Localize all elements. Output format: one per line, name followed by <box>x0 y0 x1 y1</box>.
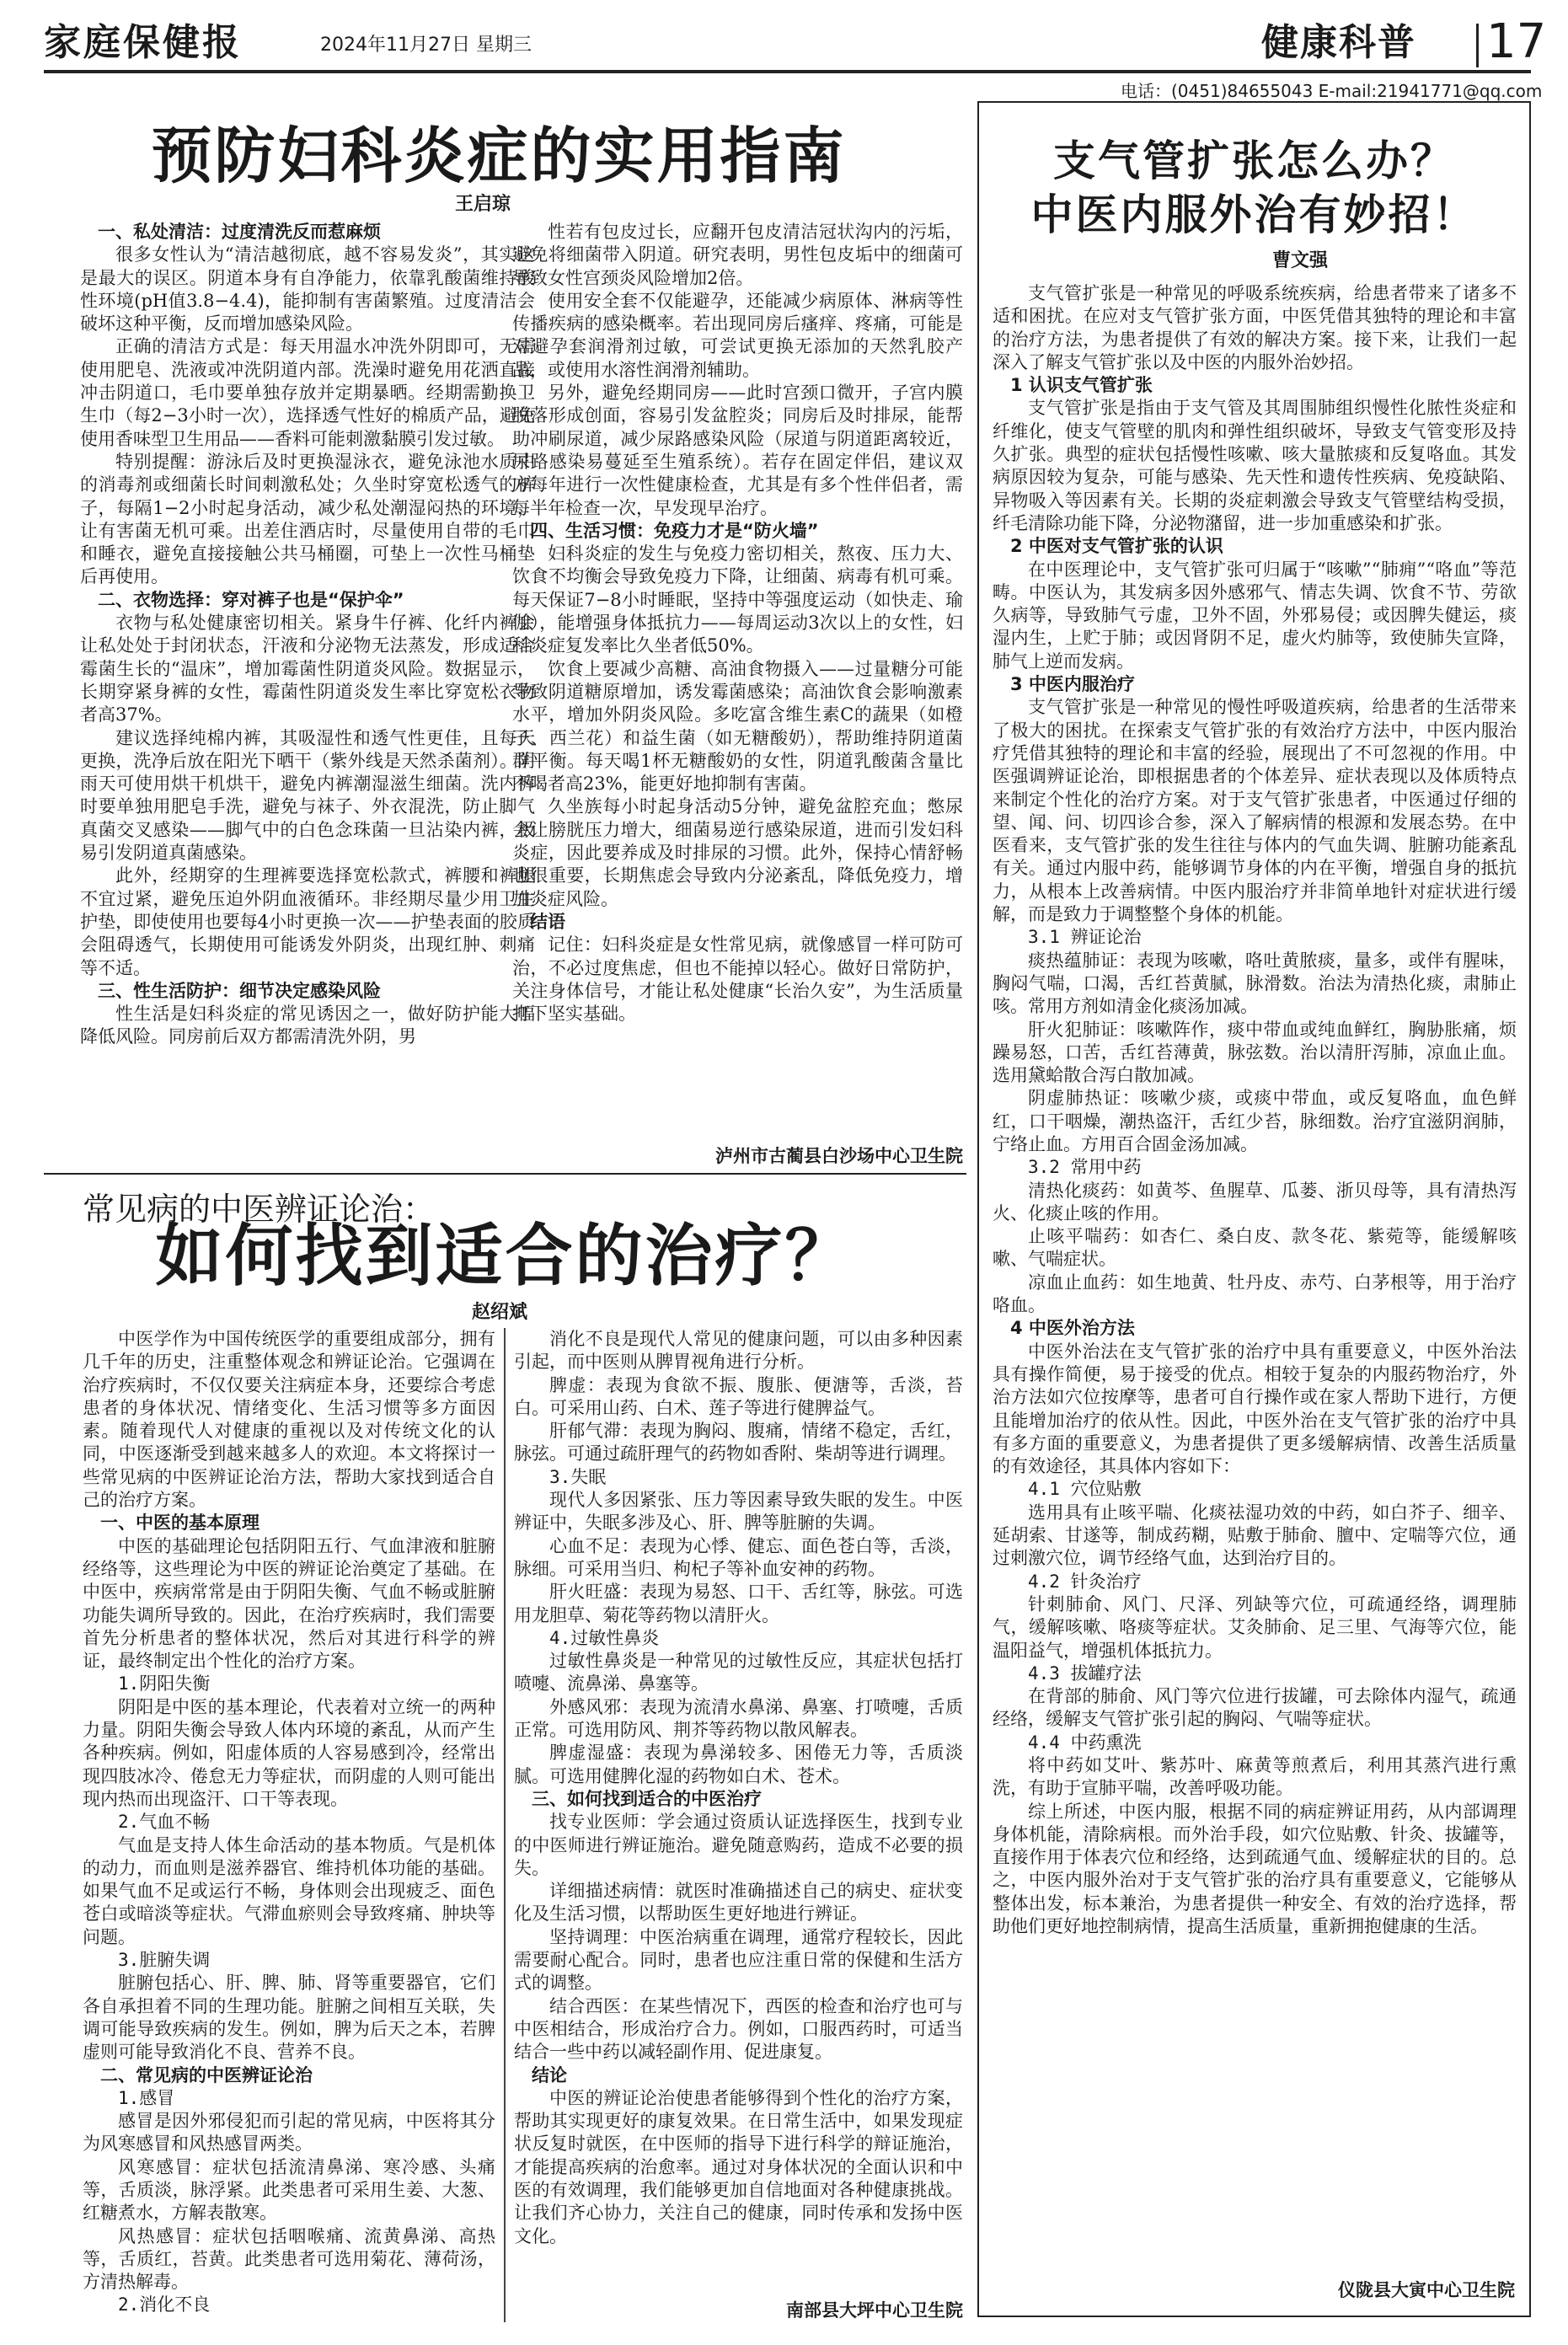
body-paragraph: 另外，避免经期同房——此时宫颈口微开，子宫内膜脱落形成创面，容易引发盆腔炎；同房后及时排尿，能帮助冲刷尿道，减少尿路感染风险（尿道与阴道距离较近，尿路感染易蔓延至生殖系统）。若存在固定伴侣，建议双方每年进行一次性健康检查，尤其是有多个性伴侣者，需每半年检查一次，早发现早治疗。 <box>512 383 963 518</box>
body-paragraph: 脾虚：表现为食欲不振、腹胀、便溏等，舌淡，苔白。可采用山药、白术、莲子等进行健脾益气。 <box>514 1374 963 1418</box>
body-paragraph: 止咳平喘药：如杏仁、桑白皮、款冬花、紫菀等，能缓解咳嗽、气喘症状。 <box>993 1226 1517 1270</box>
body-paragraph: 消化不良是现代人常见的健康问题，可以由多种因素引起，而中医则从脾胃视角进行分析。 <box>514 1329 963 1373</box>
contact-line: 电话：(0451)84655043 E-mail:21941771@qq.com <box>1121 81 1543 101</box>
article2-title: 如何找到适合的治疗？ <box>155 1216 855 1295</box>
article2-organization: 南部县大坪中心卫生院 <box>786 2300 963 2321</box>
body-paragraph: 针刺肺俞、风门、尺泽、列缺等穴位，可疏通经络，调理肺气，缓解咳嗽、咯痰等症状。艾灸肺俞、足三里、气海等穴位，能温阳益气，增强机体抵抗力。 <box>993 1593 1517 1661</box>
subsection-heading: 3.1 辨证论治 <box>1028 927 1142 948</box>
body-paragraph: 肝火犯肺证：咳嗽阵作，痰中带血或纯血鲜红，胸胁胀痛，烦躁易怒，口苦，舌红苔薄黄，脉弦数。治以清肝泻肺，凉血止血。选用黛蛤散合泻白散加减。 <box>993 1019 1517 1086</box>
column-divider <box>504 1328 506 2322</box>
article2-kicker: 常见病的中医辨证论治： <box>83 1191 436 1228</box>
body-paragraph: 此外，经期穿的生理裤要选择宽松款式，裤腰和裤腿不宜过紧，避免压迫外阴血液循环。非经期尽量少用卫生护垫，即使使用也要每4小时更换一次——护垫表面的胶质会阻碍透气，长期使用可能诱发外阴炎，出现红肿、刺痛等不适。 <box>80 865 535 978</box>
body-paragraph: 在中医理论中，支气管扩张可归属于“咳嗽”“肺痈”“咯血”等范畴。中医认为，其发病多因外感邪气、情志失调、饮食不节、劳欲久病等，导致肺气亏虚，卫外不固，外邪易侵；或因脾失健运，痰湿内生，上贮于肺；或因肾阴不足，虚火灼肺等，致使肺失宣降，肺气上逆而发病。 <box>993 559 1517 672</box>
article1-organization: 泸州市古蔺县白沙场中心卫生院 <box>715 1146 963 1166</box>
section-name: 健康科普 <box>1261 21 1416 64</box>
section-heading: 二、衣物选择：穿对裤子也是“保护伞” <box>98 589 404 610</box>
body-paragraph: 使用安全套不仅能避孕，还能减少病原体、淋病等性传播疾病的感染概率。若出现同房后瘙痒、疼痛，可能是对避孕套润滑剂过敏，可尝试更换无添加的天然乳胶产品，或使用水溶性润滑剂辅助。 <box>512 290 963 380</box>
body-paragraph: 肝郁气滞：表现为胸闷、腹痛，情绪不稳定，舌红，脉弦。可通过疏肝理气的药物如香附、柴胡等进行调理。 <box>514 1421 963 1464</box>
newspaper-name: 家庭保健报 <box>44 21 242 64</box>
subsection-heading: 3.2 常用中药 <box>1028 1157 1142 1178</box>
article1-column-2 <box>512 221 963 1156</box>
article2-author: 赵绍斌 <box>472 1302 528 1323</box>
subsection-heading: 4.过敏性鼻炎 <box>549 1627 660 1648</box>
issue-date: 2024年11月27日 星期三 <box>320 35 532 56</box>
body-paragraph: 结合西医：在某些情况下，西医的检查和治疗也可与中医相结合，形成治疗合力。例如，口服西药时，可适当结合一些中药以减轻副作用、促进康复。 <box>514 1995 963 2063</box>
masthead-divider <box>1476 24 1479 67</box>
section-heading: 三、如何找到适合的中医治疗 <box>532 1788 762 1809</box>
section-heading: 三、性生活防护：细节决定感染风险 <box>98 980 381 1001</box>
body-paragraph: 凉血止血药：如生地黄、牡丹皮、赤芍、白茅根等，用于治疗咯血。 <box>993 1272 1517 1316</box>
body-paragraph: 过敏性鼻炎是一种常见的过敏性反应，其症状包括打喷嚏、流鼻涕、鼻塞等。 <box>514 1651 963 1695</box>
body-paragraph: 衣物与私处健康密切相关。紧身牛仔裤、化纤内裤会让私处处于封闭状态，汗液和分泌物无法蒸发，形成适合霉菌生长的“温床”，增加霉菌性阴道炎风险。数据显示，长期穿紧身裤的女性，霉菌性阴道炎发生率比穿宽松衣物者高37%。 <box>80 613 535 725</box>
body-paragraph: 脏腑包括心、肝、脾、肺、肾等重要器官，它们各自承担着不同的生理功能。脏腑之间相互关联，失调可能导致疾病的发生。例如，脾为后天之本，若脾虚则可能导致消化不良、营养不良。 <box>83 1973 495 2063</box>
body-paragraph: 很多女性认为“清洁越彻底，越不容易发炎”，其实这是最大的误区。阴道本身有自净能力，依靠乳酸菌维持酸性环境(pH值3.8−4.4)，能抑制有害菌繁殖。过度清洁会破坏这种平衡，反而增加感染风险。 <box>80 244 535 335</box>
body-paragraph: 正确的清洁方式是：每天用温水冲洗外阴即可，无需使用肥皂、洗液或冲洗阴道内部。洗澡时避免用花洒直接冲击阴道口，毛巾要单独存放并定期暴晒。经期需勤换卫生巾（每2−3小时一次），选择透气性好的棉质产品，避免使用香味型卫生用品——香料可能刺激黏膜引发过敏。 <box>80 336 535 449</box>
body-paragraph: 中医的基础理论包括阴阳五行、气血津液和脏腑经络等，这些理论为中医的辨证论治奠定了基础。在中医中，疾病常常是由于阴阳失衡、气血不畅或脏腑功能失调所导致的。因此，在治疗疾病时，我们需要首先分析患者的整体状况，然后对其进行科学的辨证，最终制定出个性化的治疗方案。 <box>83 1535 495 1672</box>
masthead-rule <box>44 70 1531 73</box>
article1-column-1 <box>80 221 535 1122</box>
subsection-heading: 1.阴阳失衡 <box>118 1673 211 1695</box>
body-paragraph: 久坐族每小时起身活动5分钟，避免盆腔充血；憋尿会让膀胱压力增大，细菌易逆行感染尿道，进而引发妇科炎症，因此要养成及时排尿的习惯。此外，保持心情舒畅也很重要，长期焦虑会导致内分泌紊乱，降低免疫力，增加炎症风险。 <box>512 796 963 909</box>
body-paragraph: 坚持调理：中医治病重在调理，通常疗程较长，因此需要耐心配合。同时，患者也应注重日常的保健和生活方式的调整。 <box>514 1926 963 1994</box>
body-paragraph: 在背部的肺俞、风门等穴位进行拔罐，可去除体内湿气，疏通经络，缓解支气管扩张引起的胸闷、气喘等症状。 <box>993 1686 1517 1730</box>
page-number: 17 <box>1486 14 1547 69</box>
body-paragraph: 详细描述病情：就医时准确描述自己的病史、症状变化及生活习惯，以帮助医生更好地进行辨证。 <box>514 1881 963 1925</box>
body-paragraph: 支气管扩张是指由于支气管及其周围肺组织慢性化脓性炎症和纤维化，使支气管壁的肌肉和弹性组织破坏，导致支气管变形及持久扩张。典型的症状包括慢性咳嗽、咳大量脓痰和反复咯血。其发病原因较为复杂，可能与感染、先天性和遗传性疾病、免疫缺陷、异物吸入等因素有关。长期的炎症刺激会导致支气管壁结构受损，纤毛清除功能下降，分泌物潴留，进一步加重感染和扩张。 <box>993 398 1517 533</box>
body-paragraph: 综上所述，中医内服，根据不同的病症辨证用药，从内部调理身体机能，清除病根。而外治手段，如穴位贴敷、针灸、拔罐等，直接作用于体表穴位和经络，达到疏通气血、缓解症状的目的。总之，中医内服外治对于支气管扩张的治疗具有重要意义，它能够从整体出发，标本兼治，为患者提供一种安全、有效的治疗选择，帮助他们更好地控制病情，提高生活质量，重新拥抱健康的生活。 <box>993 1801 1517 1937</box>
body-paragraph: 选用具有止咳平喘、化痰祛湿功效的中药，如白芥子、细辛、延胡索、甘遂等，制成药糊，贴敷于肺俞、膻中、定喘等穴位，通过刺激穴位，调节经络气血，达到治疗目的。 <box>993 1502 1517 1569</box>
section-heading: 1 认识支气管扩张 <box>1010 375 1153 396</box>
article3-title-line1: 支气管扩张怎么办？ <box>1053 136 1455 185</box>
article3-column <box>993 282 1517 2271</box>
subsection-heading: 4.2 针灸治疗 <box>1028 1571 1142 1592</box>
subsection-heading: 4.1 穴位贴敷 <box>1028 1479 1142 1500</box>
article1-title: 预防妇科炎症的实用指南 <box>151 120 847 191</box>
article3-organization: 仪陇县大寅中心卫生院 <box>1338 2280 1515 2300</box>
body-paragraph: 心血不足：表现为心悸、健忘、面色苍白等，舌淡，脉细。可采用当归、枸杞子等补血安神的药物。 <box>514 1535 963 1579</box>
body-paragraph: 风热感冒：症状包括咽喉痛、流黄鼻涕、高热等，舌质红，苔黄。此类患者可选用菊花、薄荷汤，方清热解毒。 <box>83 2225 495 2293</box>
section-heading: 2 中医对支气管扩张的认识 <box>1010 536 1223 557</box>
section-heading: 一、中医的基本原理 <box>100 1512 260 1534</box>
body-paragraph: 痰热蕴肺证：表现为咳嗽，咯吐黄脓痰，量多，或伴有腥味，胸闷气喘，口渴，舌红苔黄腻，脉滑数。治法为清热化痰，肃肺止咳。常用方剂如清金化痰汤加减。 <box>993 950 1517 1017</box>
subsection-heading: 4.4 中药熏洗 <box>1028 1732 1142 1753</box>
body-paragraph: 气血是支持人体生命活动的基本物质。气是机体的动力，而血则是滋养器官、维持机体功能的基础。如果气血不足或运行不畅，身体则会出现疲乏、面色苍白或暗淡等症状。气滞血瘀则会导致疼痛、肿块等问题。 <box>83 1834 495 1947</box>
body-paragraph: 感冒是因外邪侵犯而引起的常见病，中医将其分为风寒感冒和风热感冒两类。 <box>83 2111 495 2155</box>
body-paragraph: 中医外治法在支气管扩张的治疗中具有重要意义，中医外治法具有操作简便，易于接受的优点。相较于复杂的内服药物治疗，外治方法如穴位按摩等，患者可自行操作或在家人帮助下进行，方便且能增加治疗的依从性。因此，中医外治在支气管扩张的治疗中具有多方面的重要意义，为患者提供了更多缓解病情、改善生活质量的有效途径，其具体内容如下： <box>993 1341 1517 1477</box>
body-paragraph: 支气管扩张是一种常见的呼吸系统疾病，给患者带来了诸多不适和困扰。在应对支气管扩张方面，中医凭借其独特的理论和丰富的治疗方法，为患者提供了有效的解决方案。接下来，让我们一起深入了解支气管扩张以及中医的内服外治妙招。 <box>993 283 1517 372</box>
body-paragraph: 风寒感冒：症状包括流清鼻涕、寒冷感、头痛等，舌质淡，脉浮紧。此类患者可采用生姜、大葱、红糖煮水，方解表散寒。 <box>83 2156 495 2224</box>
section-heading: 二、常见病的中医辨证论治 <box>100 2064 313 2085</box>
subsection-heading: 2.消化不良 <box>118 2294 211 2316</box>
article-divider <box>44 1173 966 1175</box>
body-paragraph: 妇科炎症的发生与免疫力密切相关，熬夜、压力大、饮食不均衡会导致免疫力下降，让细菌、病毒有机可乘。每天保证7−8小时睡眠，坚持中等强度运动（如快走、瑜伽），能增强身体抵抗力——每周运动3次以上的女性，妇科炎症复发率比久坐者低50%。 <box>512 543 963 656</box>
body-paragraph: 建议选择纯棉内裤，其吸湿性和透气性更佳，且每天更换，洗净后放在阳光下晒干（紫外线是天然杀菌剂）。阴雨天可使用烘干机烘干，避免内裤潮湿滋生细菌。洗内裤时要单独用肥皂手洗，避免与袜子、外衣混洗，防止脚气真菌交叉感染——脚气中的白色念珠菌一旦沾染内裤，极易引发阴道真菌感染。 <box>80 727 535 864</box>
section-heading: 结论 <box>532 2064 567 2085</box>
body-paragraph: 清热化痰药：如黄芩、鱼腥草、瓜蒌、浙贝母等，具有清热泻火、化痰止咳的作用。 <box>993 1180 1517 1223</box>
body-paragraph: 阴阳是中医的基本理论，代表着对立统一的两种力量。阴阳失衡会导致人体内环境的紊乱，从而产生各种疾病。例如，阳虚体质的人容易感到冷，经常出现四肢冰冷、倦怠无力等症状，而阴虚的人则可能出现内热而出现盗汗、口干等表现。 <box>83 1696 495 1809</box>
article2-column-2 <box>514 1328 963 2297</box>
subsection-heading: 3.失眠 <box>549 1466 607 1487</box>
body-paragraph: 性生活是妇科炎症的常见诱因之一，做好防护能大幅降低风险。同房前后双方都需清洗外阴，男 <box>80 1004 535 1047</box>
subsection-heading: 1.感冒 <box>118 2087 175 2108</box>
body-paragraph: 支气管扩张是一种常见的慢性呼吸道疾病，给患者的生活带来了极大的困扰。在探索支气管扩张的有效治疗方法中，中医内服治疗凭借其独特的理论和丰富的经验，展现出了不可忽视的作用。中医强调辨证论治，即根据患者的个体差异、症状表现以及体质特点来制定个性化的治疗方案。对于支气管扩张患者，中医通过仔细的望、闻、问、切四诊合参，深入了解病情的根源和发展态势。在中医看来，支气管扩张的发生往往与体内的气血失调、脏腑功能紊乱有关。通过内服中药，能够调节身体的内在平衡，增强自身的抵抗力，从根本上改善病情。中医内服治疗并非简单地针对症状进行缓解，而是致力于调整整个身体的机能。 <box>993 697 1517 925</box>
body-paragraph: 性若有包皮过长，应翻开包皮清洁冠状沟内的污垢，避免将细菌带入阴道。研究表明，男性包皮垢中的细菌可导致女性宫颈炎风险增加2倍。 <box>512 222 963 288</box>
body-paragraph: 脾虚湿盛：表现为鼻涕较多、困倦无力等，舌质淡腻。可选用健脾化湿的药物如白术、苍术。 <box>514 1743 963 1786</box>
body-paragraph: 记住：妇科炎症是女性常见病，就像感冒一样可防可治，不必过度焦虑，但也不能掉以轻心。做好日常防护，关注身体信号，才能让私处健康“长治久安”，为生活质量打下坚实基础。 <box>512 934 963 1025</box>
section-heading: 四、生活习惯：免疫力才是“防火墙” <box>530 520 819 541</box>
body-paragraph: 外感风邪：表现为流清水鼻涕、鼻塞、打喷嚏，舌质正常。可选用防风、荆芥等药物以散风解表。 <box>514 1696 963 1741</box>
body-paragraph: 将中药如艾叶、紫苏叶、麻黄等煎煮后，利用其蒸汽进行熏洗，有助于宣肺平喘，改善呼吸功能。 <box>993 1755 1517 1799</box>
article2-column-1 <box>83 1328 495 2322</box>
body-paragraph: 中医的辨证论治使患者能够得到个性化的治疗方案，帮助其实现更好的康复效果。在日常生活中，如果发现症状反复时就医，在中医师的指导下进行科学的辩证施治，才能提高疾病的治愈率。通过对身体状况的全面认识和中医的有效调理，我们能够更加自信地面对各种健康挑战。让我们齐心协力，关注自己的健康，同时传承和发扬中医文化。 <box>514 2087 963 2246</box>
body-paragraph: 特别提醒：游泳后及时更换湿泳衣，避免泳池水质中的消毒剂或细菌长时间刺激私处；久坐时穿宽松透气的裤子，每隔1−2小时起身活动，减少私处潮湿闷热的环境，让有害菌无机可乘。出差住酒店时，尽量使用自带的毛巾和睡衣，避免直接接触公共马桶圈，可垫上一次性马桶垫后再使用。 <box>80 451 535 587</box>
subsection-heading: 2.气血不畅 <box>118 1812 211 1833</box>
section-heading: 4 中医外治方法 <box>1010 1318 1135 1339</box>
body-paragraph: 阴虚肺热证：咳嗽少痰，或痰中带血，或反复咯血，血色鲜红，口干咽燥，潮热盗汗，舌红少苔，脉细数。治疗宜滋阴润肺，宁络止血。方用百合固金汤加减。 <box>993 1088 1517 1154</box>
body-paragraph: 肝火旺盛：表现为易怒、口干、舌红等，脉弦。可选用龙胆草、菊花等药物以清肝火。 <box>514 1582 963 1625</box>
section-heading: 3 中医内服治疗 <box>1010 674 1135 695</box>
article3-title-line2: 中医内服外治有妙招！ <box>1030 190 1478 239</box>
section-heading: 结语 <box>530 911 565 932</box>
body-paragraph: 现代人多因紧张、压力等因素导致失眠的发生。中医辨证中，失眠多涉及心、肝、脾等脏腑的失调。 <box>514 1490 963 1534</box>
subsection-heading: 4.3 拔罐疗法 <box>1028 1662 1142 1684</box>
subsection-heading: 3.脏腑失调 <box>118 1950 211 1971</box>
body-paragraph: 找专业医师：学会通过资质认证选择医生，找到专业的中医师进行辨证施治。避免随意购药，造成不必要的损失。 <box>514 1812 963 1878</box>
article3-author: 曹文强 <box>1272 250 1329 271</box>
masthead <box>44 14 1547 69</box>
body-paragraph: 中医学作为中国传统医学的重要组成部分，拥有几千年的历史，注重整体观念和辨证论治。它强调在治疗疾病时，不仅仅要关注病症本身，还要综合考虑患者的身体状况、情绪变化、生活习惯等多方面因素。随着现代人对健康的重视以及对传统文化的认同，中医逐渐受到越来越多人的欢迎。本文将探讨一些常见病的中医辨证论治方法，帮助大家找到适合自己的治疗方案。 <box>83 1329 495 1511</box>
article1-author: 王启琼 <box>455 194 511 215</box>
body-paragraph: 饮食上要减少高糖、高油食物摄入——过量糖分可能导致阴道糖原增加，诱发霉菌感染；高油饮食会影响激素水平，增加外阴炎风险。多吃富含维生素C的蔬果（如橙子、西兰花）和益生菌（如无糖酸奶），帮助维持阴道菌群平衡。每天喝1杯无糖酸奶的女性，阴道乳酸菌含量比不喝者高23%，能更好地抑制有害菌。 <box>512 658 963 795</box>
section-heading: 一、私处清洁：过度清洗反而惹麻烦 <box>98 222 381 242</box>
